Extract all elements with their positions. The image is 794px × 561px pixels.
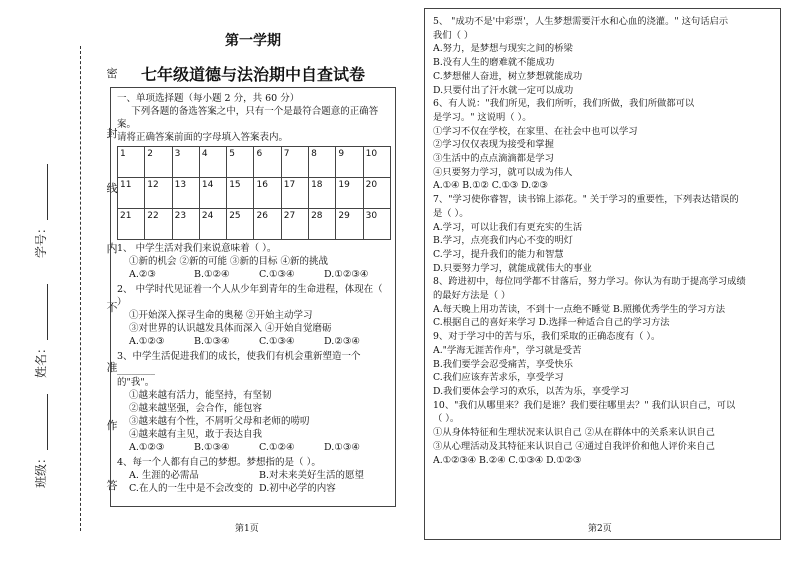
class-label: 班级： [34,451,48,488]
option-a[interactable]: A. 生涯的必需品 [129,470,199,481]
question-line: 7、"学习使你睿智，读书锦上添花。" 关于学习的重要性，下列表达错误的 [433,194,739,206]
question-line: 10、"我们从哪里来？我们是谁？我们要往哪里去？" 我们认识自己，可以 [433,399,736,411]
question-options [117,469,389,482]
statement-line: ③生活中的点点滴滴都是学习 [433,153,554,165]
question-statements: ④越来越有主见，敢于表达自我 [129,429,263,440]
answer-cell[interactable]: 25 [227,209,254,240]
answer-cell[interactable]: 15 [227,178,254,209]
option-a[interactable]: A.①②③ [129,442,165,453]
answer-cell[interactable]: 14 [199,178,226,209]
answer-cell[interactable]: 5 [227,147,254,178]
question-stem: 1、 中学生活对我们来说意味着（ ）。 [117,243,277,254]
answer-cell[interactable]: 23 [172,209,199,240]
question-statements: ②越来越坚强，会合作，能包容 [129,403,263,414]
option-d[interactable]: D.②③④ [324,336,360,347]
answer-cell[interactable]: 20 [363,178,390,209]
statement-line: ①学习不仅在学校，在家里、在社会中也可以学习 [433,125,638,137]
option-c[interactable]: C.①③④ [259,269,295,280]
question-stem: 4、每一个人都有自己的梦想。梦想指的是（ ）。 [117,457,321,468]
answer-cell[interactable]: 28 [309,209,336,240]
option-line[interactable]: A.①④ B.①② C.①③ D.②③ [433,180,548,192]
answer-cell[interactable]: 30 [363,209,390,240]
question-line: 我们（ ） [433,29,474,41]
seal-char: 准 [106,361,118,374]
question-line: 是（ ）。 [433,207,469,219]
answer-cell[interactable]: 27 [281,209,308,240]
seal-dashed-line [80,46,81,531]
option-line[interactable]: A.学习，可以让我们有更充实的生活 [433,221,583,233]
option-line[interactable]: B.没有人生的磨难就不能成功 [433,57,555,69]
answer-cell[interactable]: 6 [254,147,281,178]
answer-cell[interactable]: 13 [172,178,199,209]
question-line: 6、有人说："我们所见，我们所听，我们所做，我们所做都可以 [433,98,695,110]
option-a[interactable]: A.①②③ [129,336,165,347]
answer-grid [117,146,391,240]
answer-cell[interactable]: 24 [199,209,226,240]
option-line[interactable]: C.根据自己的喜好来学习 D.选择一种适合自己的学习方法 [433,317,670,329]
option-line[interactable]: A."学海无涯苦作舟"，学习就是受苦 [433,344,582,356]
question-line: 是学习。" 这说明（ ）。 [433,111,532,123]
seal-char: 封 [106,127,118,140]
question-statements: ③越来越有个性，不屑听父母和老师的唠叨 [129,416,310,427]
option-b[interactable]: B.①③④ [194,336,230,347]
answer-cell[interactable]: 17 [281,178,308,209]
answer-cell[interactable]: 10 [363,147,390,178]
statement-line: ③从心理活动及其特征来认识自己 ④通过自我评价和他人评价来自己 [433,440,715,452]
answer-cell[interactable]: 26 [254,209,281,240]
student-id-label: 学号： [34,221,48,258]
option-line[interactable]: A.①②③④ B.②④ C.①③④ D.①②③ [433,454,582,466]
question-line: 的最好方法是（ ） [433,290,511,302]
answer-cell[interactable]: 7 [281,147,308,178]
question-statements: ①新的机会 ②新的可能 ③新的目标 ④新的挑战 [129,256,329,267]
exam-term: 第一学期 [225,33,281,49]
question-stem: 2、 中学时代见证着一个人从少年到青年的生命进程，体现在（ ） [117,284,383,308]
section-title: 一、单项选择题（每小题 2 分，共 60 分） [117,93,300,104]
right-questions [425,9,780,467]
question-statements: ①开始深入探寻生命的奥秘 ②开始主动学习 [129,310,313,321]
statement-line: ②学习仅仅表现为接受和掌握 [433,139,554,151]
question-stem-cont: 的"我"。 [117,377,155,388]
option-line[interactable]: C.学习，提升我们的能力和智慧 [433,248,564,260]
question-line: 5、 "成功不是'中彩票'，人生梦想需要汗水和心血的浇灌。" 这句话启示 [433,16,729,27]
answer-cell[interactable]: 3 [172,147,199,178]
page-number-2: 第2页 [588,524,612,534]
answer-cell[interactable]: 2 [145,147,172,178]
option-c[interactable]: C.在人的一生中是不会改变的 [129,483,253,494]
question-options [117,268,389,281]
question-3 [117,350,389,454]
right-column [424,8,781,540]
option-line[interactable]: D.只要付出了汗水就一定可以成功 [433,84,574,96]
statement-line: ④只要努力学习，就可以成为伟人 [433,166,573,178]
option-line[interactable]: D.只要努力学习，就能成就伟大的事业 [433,262,592,274]
option-d[interactable]: D.初中必学的内容 [259,483,336,494]
statement-line: ①从身体特征和生理状况来认识自己 ②从在群体中的关系来认识自己 [433,427,715,439]
seal-char: 不 [106,301,118,314]
answer-cell[interactable]: 4 [199,147,226,178]
option-c[interactable]: C.①③④ [259,336,295,347]
option-b[interactable]: B.①②④ [194,269,230,280]
question-options [117,335,389,348]
option-line[interactable]: A.每天晚上用功苦读，不到十一点绝不睡觉 B.照搬优秀学生的学习方法 [433,303,726,315]
answer-cell[interactable]: 12 [145,178,172,209]
name-label: 姓名： [34,341,48,378]
question-stem: 3、中学生活促进我们的成长，使我们有机会重新塑造一个________ [117,351,361,375]
answer-cell[interactable]: 11 [118,178,145,209]
student-id-field[interactable] [34,198,70,258]
answer-cell[interactable]: 21 [118,209,145,240]
question-line: 9、对于学习中的苦与乐，我们采取的正确态度有（ ）。 [433,331,661,343]
question-line: （ ）。 [433,413,460,425]
section-one-box [110,87,396,507]
question-2 [117,283,389,348]
answer-cell[interactable]: 1 [118,147,145,178]
answer-cell[interactable]: 22 [145,209,172,240]
question-statements: ③对世界的认识越发具体而深入 ④开始自觉磨砺 [129,323,332,334]
instructions-line: 下列各题的备选答案之中，只有一个是最符合题意的正确答案。 [117,106,379,130]
answer-cell[interactable]: 18 [309,178,336,209]
exam-title: 七年级道德与法治期中自查试卷 [140,65,365,84]
question-options [117,441,389,454]
option-line[interactable]: B.学习，点亮我们内心不变的明灯 [433,235,573,247]
seal-char: 答 [106,479,118,492]
seal-char: 密 [106,67,118,80]
option-d[interactable]: D.①③④ [324,442,360,453]
option-a[interactable]: A.②③ [129,269,156,280]
question-4 [117,456,389,495]
page-number-1: 第1页 [235,524,259,534]
option-line[interactable]: C.梦想催人奋进，树立梦想就能成功 [433,70,583,82]
question-statements: ①越来越有活力，能坚持，有坚韧 [129,390,272,401]
option-line[interactable]: D.我们要体会学习的欢乐，以苦为乐，享受学习 [433,385,630,397]
seal-char: 线 [106,182,118,195]
question-1 [117,242,389,281]
class-field[interactable] [34,428,70,488]
option-line[interactable]: B.我们要学会忍受痛苦，享受快乐 [433,358,573,370]
seal-char: 作 [106,419,118,432]
binding-margin [22,0,117,561]
option-line[interactable]: A.努力，是梦想与现实之间的桥梁 [433,43,573,55]
answer-cell[interactable]: 19 [336,178,363,209]
answer-cell[interactable]: 8 [309,147,336,178]
option-line[interactable]: C.我们应该弃苦求乐，享受学习 [433,372,564,384]
instructions-line: 请将正确答案前面的字母填入答案表内。 [117,132,289,143]
option-d[interactable]: D.①②③④ [324,269,369,280]
question-options [117,482,389,495]
left-column [110,0,396,561]
answer-cell[interactable]: 16 [254,178,281,209]
answer-cell[interactable]: 29 [336,209,363,240]
answer-cell[interactable]: 9 [336,147,363,178]
option-c[interactable]: C.①②④ [259,442,295,453]
name-field[interactable] [34,318,70,378]
option-b[interactable]: B.对未来美好生活的愿望 [259,470,365,481]
question-line: 8、跨进初中，每位同学都不甘落后，努力学习。你认为有助于提高学习成绩 [433,276,746,288]
seal-char: 内 [106,242,118,255]
option-b[interactable]: B.①③④ [194,442,230,453]
